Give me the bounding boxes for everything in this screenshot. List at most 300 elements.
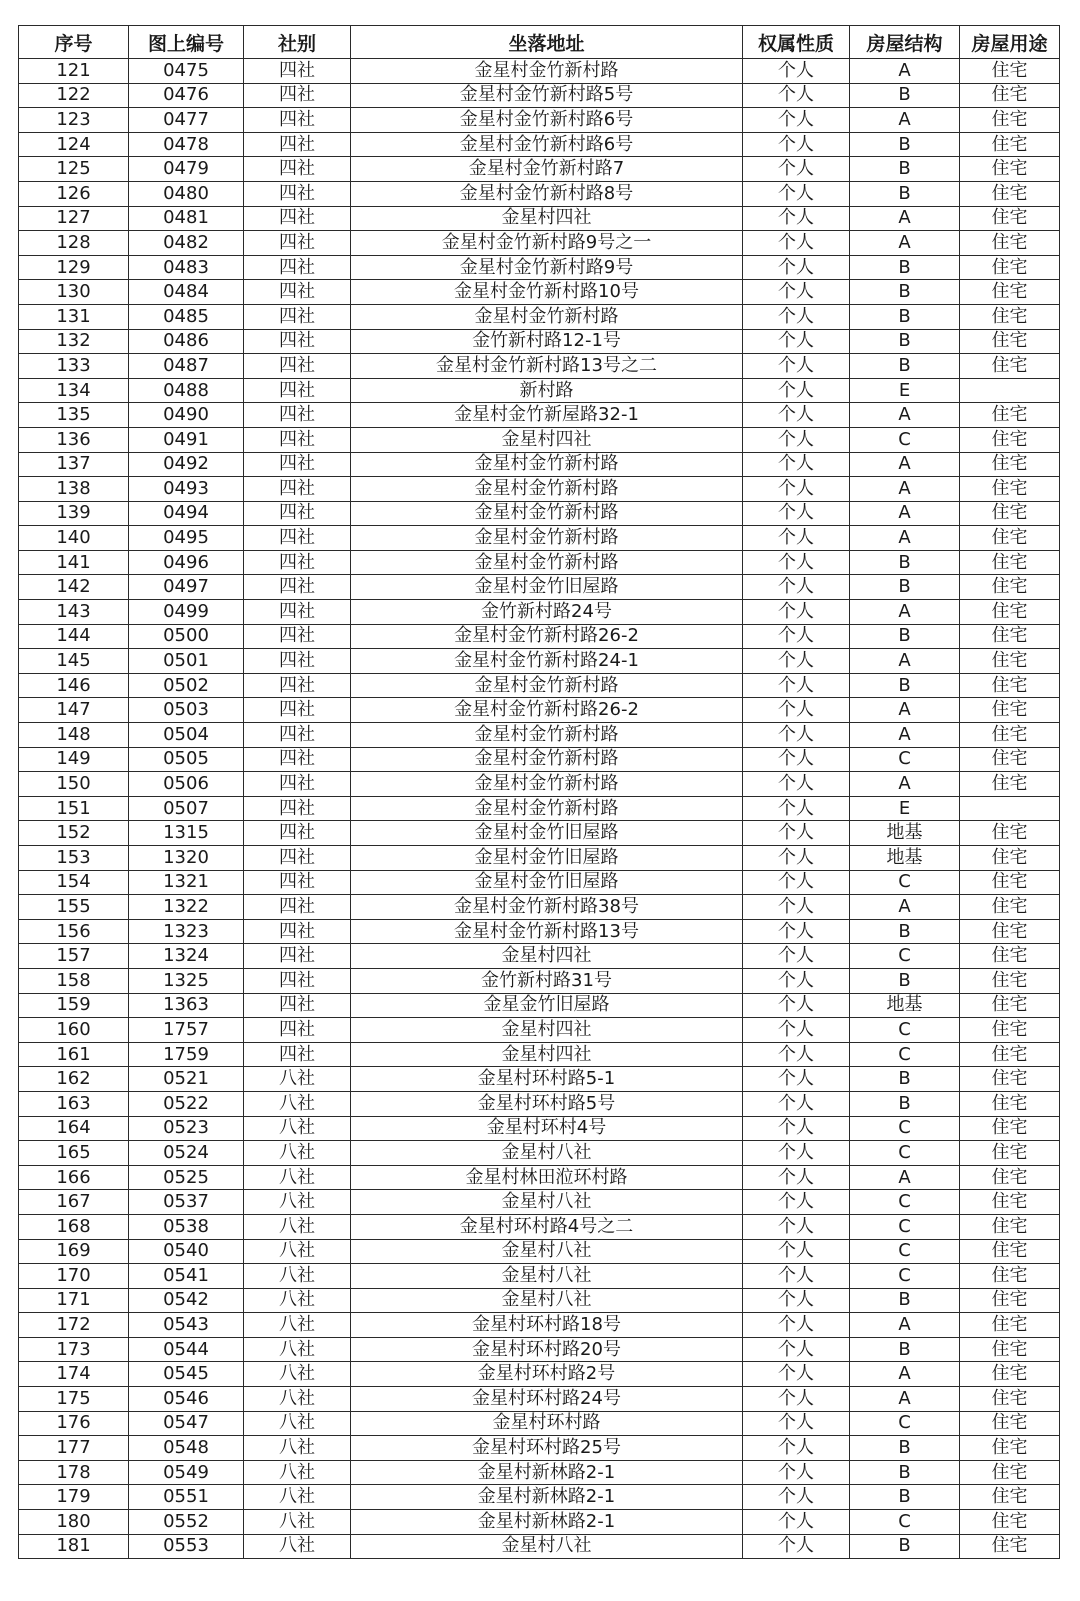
cell-structure: A (850, 477, 960, 502)
cell-group: 四社 (244, 1018, 351, 1043)
cell-structure: C (850, 870, 960, 895)
cell-usage: 住宅 (960, 723, 1060, 748)
cell-seq: 128 (19, 231, 129, 256)
cell-map-code: 1320 (129, 846, 244, 871)
cell-usage: 住宅 (960, 1239, 1060, 1264)
cell-group: 四社 (244, 821, 351, 846)
cell-structure: 地基 (850, 821, 960, 846)
cell-seq: 138 (19, 477, 129, 502)
cell-ownership: 个人 (743, 944, 850, 969)
cell-usage: 住宅 (960, 501, 1060, 526)
cell-map-code: 0496 (129, 550, 244, 575)
table-row (19, 1190, 1060, 1215)
table-row (19, 1362, 1060, 1387)
cell-seq: 137 (19, 452, 129, 477)
cell-group: 四社 (244, 747, 351, 772)
cell-ownership: 个人 (743, 673, 850, 698)
cell-map-code: 0522 (129, 1091, 244, 1116)
cell-group: 四社 (244, 83, 351, 108)
cell-seq: 160 (19, 1018, 129, 1043)
cell-structure: B (850, 83, 960, 108)
cell-structure: B (850, 1485, 960, 1510)
cell-address: 金星村八社 (351, 1288, 743, 1313)
cell-address: 金竹新村路12-1号 (351, 329, 743, 354)
cell-ownership: 个人 (743, 870, 850, 895)
cell-map-code: 0541 (129, 1264, 244, 1289)
cell-group: 八社 (244, 1436, 351, 1461)
cell-map-code: 0475 (129, 59, 244, 84)
cell-structure: C (850, 944, 960, 969)
cell-ownership: 个人 (743, 378, 850, 403)
cell-address: 金星村金竹新村路6号 (351, 132, 743, 157)
cell-ownership: 个人 (743, 1190, 850, 1215)
cell-ownership: 个人 (743, 1264, 850, 1289)
cell-map-code: 1324 (129, 944, 244, 969)
cell-map-code: 0486 (129, 329, 244, 354)
table-row (19, 673, 1060, 698)
cell-group: 四社 (244, 698, 351, 723)
cell-address: 金星村金竹新村路 (351, 747, 743, 772)
cell-map-code: 0502 (129, 673, 244, 698)
cell-ownership: 个人 (743, 772, 850, 797)
cell-group: 四社 (244, 526, 351, 551)
cell-map-code: 0506 (129, 772, 244, 797)
cell-address: 金星村金竹新村路 (351, 673, 743, 698)
cell-ownership: 个人 (743, 821, 850, 846)
cell-ownership: 个人 (743, 157, 850, 182)
cell-structure: C (850, 1042, 960, 1067)
header-usage: 房屋用途 (960, 26, 1060, 59)
cell-group: 四社 (244, 354, 351, 379)
cell-map-code: 0491 (129, 427, 244, 452)
cell-map-code: 0543 (129, 1313, 244, 1338)
cell-map-code: 1323 (129, 919, 244, 944)
cell-address: 金星村金竹旧屋路 (351, 575, 743, 600)
cell-map-code: 0493 (129, 477, 244, 502)
cell-ownership: 个人 (743, 1042, 850, 1067)
cell-map-code: 0503 (129, 698, 244, 723)
table-row (19, 231, 1060, 256)
cell-ownership: 个人 (743, 280, 850, 305)
table-row (19, 108, 1060, 133)
cell-seq: 126 (19, 181, 129, 206)
cell-group: 四社 (244, 427, 351, 452)
cell-usage: 住宅 (960, 1214, 1060, 1239)
cell-usage: 住宅 (960, 427, 1060, 452)
cell-structure: 地基 (850, 993, 960, 1018)
cell-address: 金星村金竹新村路7 (351, 157, 743, 182)
cell-seq: 136 (19, 427, 129, 452)
table-row (19, 83, 1060, 108)
table-row (19, 1436, 1060, 1461)
cell-ownership: 个人 (743, 895, 850, 920)
cell-address: 金星村金竹新村路 (351, 550, 743, 575)
cell-map-code: 1325 (129, 968, 244, 993)
cell-seq: 172 (19, 1313, 129, 1338)
table-row (19, 1214, 1060, 1239)
cell-map-code: 0549 (129, 1460, 244, 1485)
table-row (19, 1337, 1060, 1362)
cell-seq: 157 (19, 944, 129, 969)
cell-map-code: 0542 (129, 1288, 244, 1313)
table-row (19, 1460, 1060, 1485)
cell-group: 四社 (244, 255, 351, 280)
header-seq: 序号 (19, 26, 129, 59)
cell-usage: 住宅 (960, 1042, 1060, 1067)
cell-structure: C (850, 427, 960, 452)
cell-usage: 住宅 (960, 1190, 1060, 1215)
cell-map-code: 1757 (129, 1018, 244, 1043)
cell-seq: 166 (19, 1165, 129, 1190)
cell-address: 金星村金竹新村路 (351, 796, 743, 821)
cell-ownership: 个人 (743, 255, 850, 280)
cell-structure: A (850, 723, 960, 748)
cell-ownership: 个人 (743, 83, 850, 108)
cell-usage: 住宅 (960, 673, 1060, 698)
cell-usage: 住宅 (960, 968, 1060, 993)
cell-seq: 147 (19, 698, 129, 723)
cell-group: 四社 (244, 796, 351, 821)
cell-structure: E (850, 796, 960, 821)
cell-usage: 住宅 (960, 477, 1060, 502)
cell-ownership: 个人 (743, 1214, 850, 1239)
cell-ownership: 个人 (743, 526, 850, 551)
header-address: 坐落地址 (351, 26, 743, 59)
table-row (19, 624, 1060, 649)
cell-seq: 133 (19, 354, 129, 379)
cell-ownership: 个人 (743, 1436, 850, 1461)
table-row (19, 1067, 1060, 1092)
cell-ownership: 个人 (743, 550, 850, 575)
cell-map-code: 1315 (129, 821, 244, 846)
cell-structure: B (850, 1436, 960, 1461)
cell-usage: 住宅 (960, 132, 1060, 157)
table-row (19, 206, 1060, 231)
cell-ownership: 个人 (743, 304, 850, 329)
cell-seq: 181 (19, 1534, 129, 1559)
cell-structure: A (850, 452, 960, 477)
cell-ownership: 个人 (743, 1387, 850, 1412)
table-row (19, 846, 1060, 871)
cell-group: 四社 (244, 206, 351, 231)
cell-address: 金星村金竹新村路5号 (351, 83, 743, 108)
cell-address: 金星村金竹新村路10号 (351, 280, 743, 305)
cell-seq: 135 (19, 403, 129, 428)
header-group: 社别 (244, 26, 351, 59)
table-row (19, 550, 1060, 575)
cell-map-code: 0495 (129, 526, 244, 551)
cell-usage: 住宅 (960, 649, 1060, 674)
cell-structure: C (850, 1018, 960, 1043)
cell-ownership: 个人 (743, 1239, 850, 1264)
cell-seq: 148 (19, 723, 129, 748)
cell-structure: A (850, 206, 960, 231)
table-row (19, 1042, 1060, 1067)
cell-address: 金星村环村路 (351, 1411, 743, 1436)
cell-usage (960, 796, 1060, 821)
cell-address: 金星村金竹新村路9号 (351, 255, 743, 280)
cell-structure: B (850, 280, 960, 305)
table-row (19, 526, 1060, 551)
cell-usage: 住宅 (960, 944, 1060, 969)
cell-address: 金星村八社 (351, 1141, 743, 1166)
cell-group: 四社 (244, 550, 351, 575)
cell-seq: 173 (19, 1337, 129, 1362)
cell-seq: 155 (19, 895, 129, 920)
cell-address: 金星村金竹旧屋路 (351, 821, 743, 846)
cell-group: 四社 (244, 993, 351, 1018)
cell-seq: 139 (19, 501, 129, 526)
cell-structure: C (850, 1214, 960, 1239)
cell-seq: 154 (19, 870, 129, 895)
table-row (19, 944, 1060, 969)
table-row (19, 1165, 1060, 1190)
cell-group: 四社 (244, 59, 351, 84)
cell-group: 四社 (244, 477, 351, 502)
cell-address: 金星村金竹新村路 (351, 723, 743, 748)
cell-structure: A (850, 698, 960, 723)
cell-structure: B (850, 255, 960, 280)
cell-group: 四社 (244, 329, 351, 354)
cell-seq: 134 (19, 378, 129, 403)
cell-structure: B (850, 673, 960, 698)
cell-address: 金星村四社 (351, 1018, 743, 1043)
cell-ownership: 个人 (743, 132, 850, 157)
cell-seq: 143 (19, 600, 129, 625)
header-row (19, 26, 1060, 59)
cell-address: 金竹新村路24号 (351, 600, 743, 625)
cell-structure: B (850, 1460, 960, 1485)
cell-seq: 170 (19, 1264, 129, 1289)
cell-usage: 住宅 (960, 993, 1060, 1018)
cell-group: 四社 (244, 501, 351, 526)
cell-group: 八社 (244, 1510, 351, 1535)
cell-usage: 住宅 (960, 1264, 1060, 1289)
cell-map-code: 0538 (129, 1214, 244, 1239)
cell-seq: 124 (19, 132, 129, 157)
house-registry-table (18, 25, 1060, 1559)
cell-ownership: 个人 (743, 1288, 850, 1313)
cell-usage: 住宅 (960, 747, 1060, 772)
table-row (19, 329, 1060, 354)
cell-seq: 140 (19, 526, 129, 551)
cell-address: 金星村环村路25号 (351, 1436, 743, 1461)
cell-address: 金星村环村路20号 (351, 1337, 743, 1362)
cell-ownership: 个人 (743, 1510, 850, 1535)
cell-ownership: 个人 (743, 403, 850, 428)
cell-address: 金星村金竹旧屋路 (351, 870, 743, 895)
cell-ownership: 个人 (743, 993, 850, 1018)
cell-group: 四社 (244, 870, 351, 895)
cell-structure: B (850, 550, 960, 575)
cell-group: 八社 (244, 1485, 351, 1510)
cell-map-code: 0507 (129, 796, 244, 821)
cell-ownership: 个人 (743, 649, 850, 674)
cell-group: 四社 (244, 673, 351, 698)
cell-map-code: 0481 (129, 206, 244, 231)
cell-seq: 162 (19, 1067, 129, 1092)
cell-map-code: 1322 (129, 895, 244, 920)
cell-map-code: 0505 (129, 747, 244, 772)
cell-group: 八社 (244, 1091, 351, 1116)
cell-seq: 130 (19, 280, 129, 305)
cell-group: 四社 (244, 403, 351, 428)
cell-structure: B (850, 181, 960, 206)
cell-address: 金星村八社 (351, 1190, 743, 1215)
cell-map-code: 0524 (129, 1141, 244, 1166)
cell-usage: 住宅 (960, 1411, 1060, 1436)
cell-usage: 住宅 (960, 354, 1060, 379)
cell-ownership: 个人 (743, 1534, 850, 1559)
cell-seq: 131 (19, 304, 129, 329)
cell-group: 八社 (244, 1411, 351, 1436)
cell-map-code: 0485 (129, 304, 244, 329)
cell-structure: A (850, 1165, 960, 1190)
cell-structure: B (850, 575, 960, 600)
cell-seq: 176 (19, 1411, 129, 1436)
table-row (19, 1288, 1060, 1313)
cell-ownership: 个人 (743, 59, 850, 84)
cell-address: 金星村金竹新村路 (351, 501, 743, 526)
cell-usage: 住宅 (960, 846, 1060, 871)
cell-ownership: 个人 (743, 698, 850, 723)
cell-structure: A (850, 600, 960, 625)
cell-address: 金星村金竹新村路26-2 (351, 624, 743, 649)
cell-ownership: 个人 (743, 1460, 850, 1485)
cell-address: 金星村金竹新村路38号 (351, 895, 743, 920)
cell-seq: 153 (19, 846, 129, 871)
cell-map-code: 0537 (129, 1190, 244, 1215)
table-row (19, 1264, 1060, 1289)
table-row (19, 821, 1060, 846)
cell-usage: 住宅 (960, 1460, 1060, 1485)
cell-seq: 169 (19, 1239, 129, 1264)
cell-address: 金星村金竹新村路 (351, 59, 743, 84)
table-row (19, 255, 1060, 280)
cell-structure: C (850, 1141, 960, 1166)
cell-structure: B (850, 329, 960, 354)
cell-ownership: 个人 (743, 846, 850, 871)
cell-address: 金星村金竹新村路 (351, 772, 743, 797)
cell-ownership: 个人 (743, 108, 850, 133)
cell-group: 四社 (244, 895, 351, 920)
cell-structure: C (850, 1190, 960, 1215)
cell-structure: A (850, 403, 960, 428)
cell-usage: 住宅 (960, 83, 1060, 108)
cell-group: 八社 (244, 1362, 351, 1387)
cell-seq: 132 (19, 329, 129, 354)
cell-group: 八社 (244, 1165, 351, 1190)
cell-group: 四社 (244, 108, 351, 133)
cell-usage: 住宅 (960, 624, 1060, 649)
cell-usage: 住宅 (960, 1485, 1060, 1510)
cell-map-code: 0552 (129, 1510, 244, 1535)
cell-usage: 住宅 (960, 1387, 1060, 1412)
cell-ownership: 个人 (743, 723, 850, 748)
table-row (19, 157, 1060, 182)
table-row (19, 1313, 1060, 1338)
cell-ownership: 个人 (743, 1067, 850, 1092)
cell-group: 四社 (244, 624, 351, 649)
cell-group: 四社 (244, 723, 351, 748)
cell-group: 四社 (244, 280, 351, 305)
cell-usage: 住宅 (960, 1018, 1060, 1043)
cell-address: 金星村新林路2-1 (351, 1485, 743, 1510)
cell-address: 金星村新林路2-1 (351, 1460, 743, 1485)
cell-ownership: 个人 (743, 1411, 850, 1436)
cell-usage: 住宅 (960, 526, 1060, 551)
cell-map-code: 1321 (129, 870, 244, 895)
cell-group: 八社 (244, 1313, 351, 1338)
cell-usage: 住宅 (960, 550, 1060, 575)
table-row (19, 1510, 1060, 1535)
cell-seq: 158 (19, 968, 129, 993)
cell-usage: 住宅 (960, 895, 1060, 920)
cell-ownership: 个人 (743, 919, 850, 944)
cell-seq: 159 (19, 993, 129, 1018)
cell-address: 金星村四社 (351, 944, 743, 969)
cell-seq: 151 (19, 796, 129, 821)
cell-group: 四社 (244, 600, 351, 625)
cell-structure: B (850, 304, 960, 329)
cell-group: 八社 (244, 1214, 351, 1239)
cell-structure: A (850, 59, 960, 84)
cell-ownership: 个人 (743, 968, 850, 993)
cell-seq: 152 (19, 821, 129, 846)
cell-group: 四社 (244, 919, 351, 944)
cell-seq: 127 (19, 206, 129, 231)
cell-map-code: 1363 (129, 993, 244, 1018)
table-row (19, 354, 1060, 379)
table-body (19, 59, 1060, 1559)
cell-usage (960, 378, 1060, 403)
cell-structure: B (850, 157, 960, 182)
cell-map-code: 0547 (129, 1411, 244, 1436)
cell-address: 金竹新村路31号 (351, 968, 743, 993)
cell-structure: A (850, 1362, 960, 1387)
cell-map-code: 1759 (129, 1042, 244, 1067)
cell-address: 金星金竹旧屋路 (351, 993, 743, 1018)
cell-ownership: 个人 (743, 354, 850, 379)
cell-seq: 121 (19, 59, 129, 84)
cell-ownership: 个人 (743, 1313, 850, 1338)
cell-structure: B (850, 132, 960, 157)
cell-usage: 住宅 (960, 329, 1060, 354)
cell-address: 金星村新林路2-1 (351, 1510, 743, 1535)
cell-seq: 129 (19, 255, 129, 280)
table-row (19, 796, 1060, 821)
cell-usage: 住宅 (960, 1141, 1060, 1166)
cell-address: 金星村金竹新村路24-1 (351, 649, 743, 674)
cell-map-code: 0479 (129, 157, 244, 182)
cell-usage: 住宅 (960, 255, 1060, 280)
cell-group: 四社 (244, 157, 351, 182)
cell-usage: 住宅 (960, 919, 1060, 944)
cell-usage: 住宅 (960, 280, 1060, 305)
cell-usage: 住宅 (960, 1313, 1060, 1338)
cell-structure: A (850, 649, 960, 674)
cell-map-code: 0488 (129, 378, 244, 403)
cell-usage: 住宅 (960, 1337, 1060, 1362)
table-row (19, 501, 1060, 526)
cell-seq: 144 (19, 624, 129, 649)
cell-map-code: 0548 (129, 1436, 244, 1461)
cell-group: 四社 (244, 846, 351, 871)
cell-group: 八社 (244, 1387, 351, 1412)
table-row (19, 59, 1060, 84)
table-row (19, 575, 1060, 600)
cell-usage: 住宅 (960, 1534, 1060, 1559)
